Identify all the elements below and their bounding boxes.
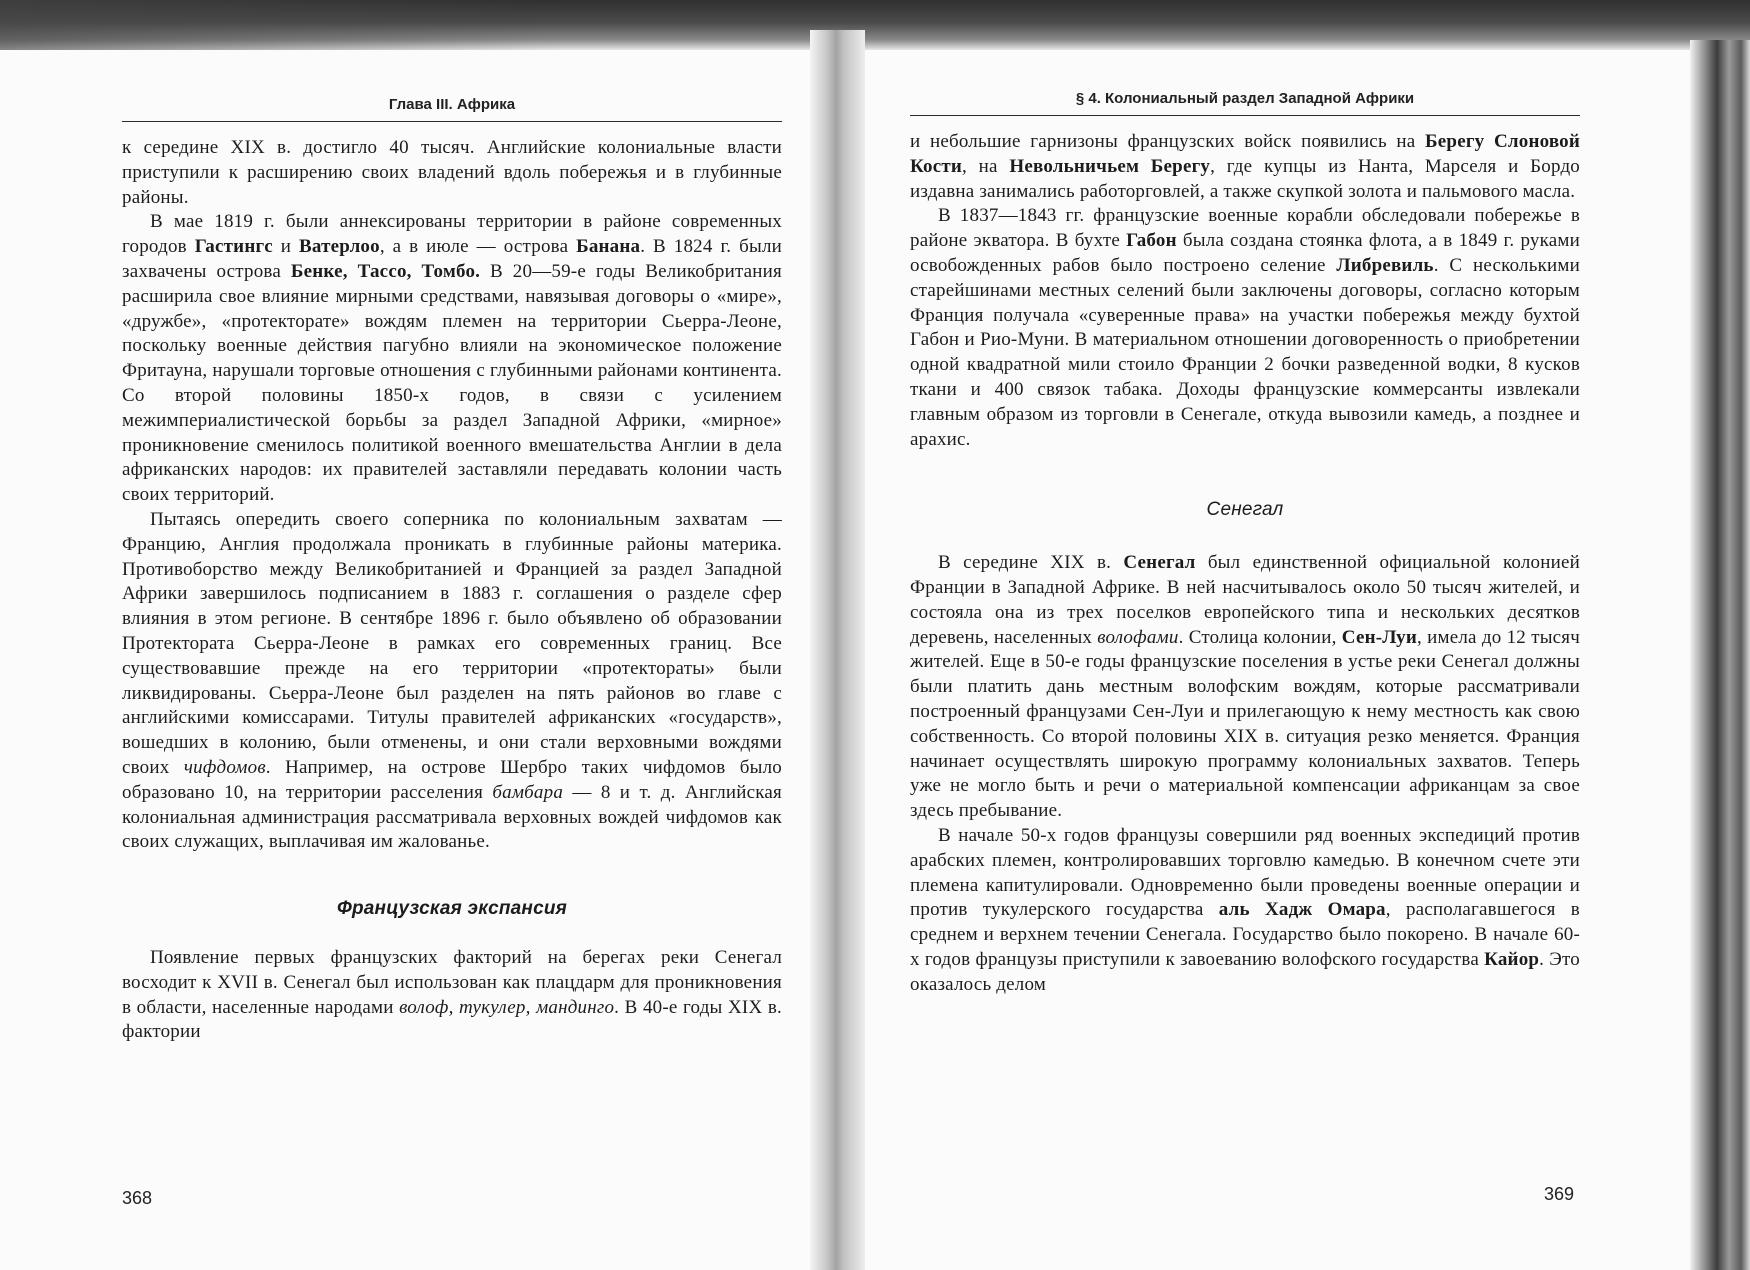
text-run: . В 40-е годы XIX в. фактории [122,996,782,1043]
bold-term: Габон [1126,230,1177,252]
text-run: и небольшие гарнизоны французских войск появились на [910,131,1426,152]
text-run: Пытаясь опередить своего соперника по колониальным захватам — Францию, Англия продолжала проникать в глубинные районы материка. Противоборство между Великобританией и Францией за раздел Западной Африки завершилось подписанием в 1883 г. соглашения о разделе сфер влияния в этом регионе. В сентябре 1896 г. было объявлено об образовании Протектората Сьерра-Леоне в рамках его современных границ. Все существовавшие прежде на его территории «протектораты» были ликвидированы. Сьерра-Леоне был разделен на пять районов во главе с английскими комиссарами. Титулы правителей африканских «государств», вошедших в колонию, были отменены, и они стали верховными вождями своих [122,508,782,778]
paragraph [122,210,782,508]
bold-term: Сенегал [1123,552,1196,574]
running-head-left: Глава III. Африка [122,96,782,122]
text-run: В мае 1819 г. были аннексированы территории в районе современных городов [122,211,782,258]
bold-term: Кайор [1484,948,1540,970]
section-heading-senegal: Сенегал [1206,499,1284,521]
text-run: . Например, на острове Шербро таких чифдомов было образовано 10, на территории расселения [122,756,782,803]
bold-term: Либревиль [1336,254,1434,276]
paragraph [122,508,782,855]
right-page-body [910,130,1580,998]
text-run: . Столица колонии, [1178,626,1342,648]
page-number-right: 369 [1544,1184,1575,1204]
text-run: , имела до 12 тысяч жителей. Еще в 50-е годы французские поселения в устье реки Сенегал должны были платить дань местным волофским вождям, которые рассматривали построенный французами Сен-Луи и прилегающую к нему местность как свою собственность. Со второй половины XIX в. ситуация резко меняется. Франция начинает осуществлять широкую программу колониальных захватов. Теперь уже не могло быть и речи о материальной компенсации африканцам за свое здесь пребывание. [910,626,1580,822]
page-edge-shadow [1690,40,1750,1270]
bold-term: Банана [576,236,641,258]
text-run: — 8 и т. д. Английская колониальная администрация рассматривала верховных вождей чифдомов как своих служащих, выплачивая им жалованье. [122,781,782,853]
bold-term: Гастингс [194,236,273,258]
italic-term: чифдомов [183,756,266,778]
running-head-right: § 4. Колониальный раздел Западной Африки [910,90,1580,116]
paragraph [122,946,782,1045]
paragraph [910,551,1580,824]
bold-term: Сен-Луи [1341,626,1417,648]
paragraph [910,824,1580,998]
text-run: Появление первых французских факторий на берегах реки Сенегал восходит к XVII в. Сенегал был использован как плацдарм для проникновения в области, населенные народами [122,946,782,1018]
bold-term: Бенке, Тассо, Томбо. [290,260,481,282]
text-run: В 1837—1843 гг. французские военные корабли обследовали побережье в районе экватора. В бухте [910,205,1580,252]
bold-term: Ватерлоо [299,236,380,258]
text-run: была создана стоянка флота, а в 1849 г. руками освобожденных рабов было построено селение [910,230,1580,276]
left-page [122,96,782,1045]
text-run: , располагавшегося в среднем и верхнем течении Сенегала. Государство было покорено. В начале 60-х годов французы приступили к завоеванию волофского государства [910,899,1580,970]
italic-term: бамбара [492,781,564,803]
text-run: В 20—59-е годы Великобритания расширила свое влияние мирными средствами, навязывая договоры о «мире», «дружбе», «протекторате» вождям племен на территории Сьерра-Леоне, поскольку военные действия пагубно влияли на экономическое положение Фритауна, нарушали торговые отношения с глубинными районами континента. Со второй половины 1850-х годов, в связи с усилением межимпериалистической борьбы за раздел Западной Африки, «мирное» проникновение сменилось политикой военного вмешательства Англии в дела африканских народов: их правителей заставляли передавать колонии часть своих территорий. [122,260,782,506]
page-number-left: 368 [122,1188,153,1208]
bold-term: Берегу Слоновой Кости [910,131,1580,177]
paragraph [910,130,1580,204]
text-run: , на [962,155,1010,177]
scan-top-shadow-fade [0,0,560,50]
text-run: и [272,236,300,258]
book-spine-shadow [810,30,865,1270]
text-run: В середине XIX в. [938,552,1124,574]
italic-term: волофами [1097,626,1179,648]
text-run: . С несколькими старейшинами местных селений были заключены договоры, согласно которым Франция получала «суверенные права» на участки побережья между бухтой Габон и Рио-Муни. В материальном отношении договоренность о приобретении одной квадратной мили стоило Франции 2 бочки разведенной водки, 8 кусков ткани и 400 связок табака. Доходы французские коммерсанты извлекали главным образом из торговли в Сенегале, откуда вывозили камедь, а позднее и арахис. [910,254,1580,450]
paragraph [122,136,782,210]
text-run: к середине XIX в. достигло 40 тысяч. Английские колониальные власти приступили к расширению своих владений вдоль побережья и в глубинные районы. [122,137,782,208]
paragraph [910,204,1580,452]
left-page-body [122,136,782,1045]
right-page [910,90,1580,998]
text-run: . Это оказалось делом [910,948,1580,995]
text-run: В начале 50-х годов французы совершили ряд военных экспедиций против арабских племен, контролировавших торговлю камедью. В конечном счете эти племена капитулировали. Одновременно были проведены военные операции и против тукулерского государства [910,824,1580,921]
bold-term: Невольничьем Берегу [1009,155,1211,177]
text-run: , а в июле — острова [379,236,577,258]
italic-term: волоф, тукулер, мандинго [399,996,615,1018]
text-run: . В 1824 г. были захвачены острова [122,236,782,282]
bold-term: аль Хадж Омара [1218,899,1386,921]
section-heading-french-expansion: Французская экспансия [336,898,568,920]
text-run: , где купцы из Нанта, Марселя и Бордо издавна занимались работорговлей, а также скупкой золота и пальмового масла. [910,155,1581,202]
text-run: был единственной официальной колонией Франции в Западной Африке. В ней насчитывалось около 50 тысяч жителей, и состояла она из трех поселков европейского типа и нескольких десятков деревень, населенных [910,552,1580,648]
